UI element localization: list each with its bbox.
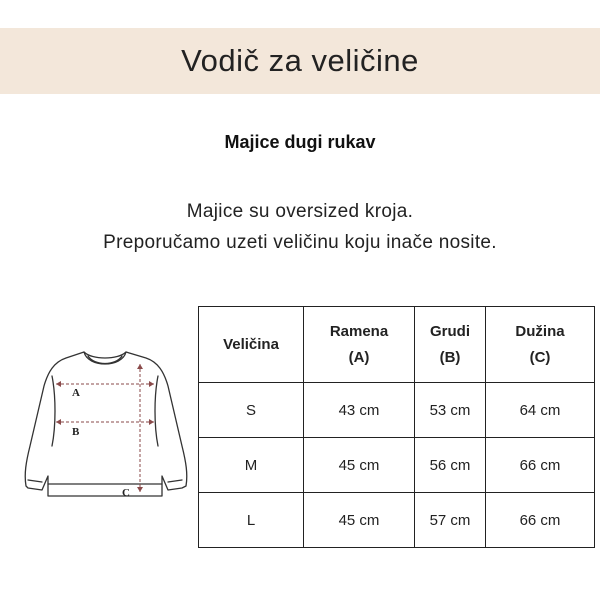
label-c: C bbox=[122, 487, 130, 499]
header-size: Veličina bbox=[199, 307, 304, 383]
label-b: B bbox=[72, 426, 80, 438]
size-table bbox=[198, 306, 595, 548]
table-row bbox=[199, 438, 595, 493]
header-chest: Grudi (B) bbox=[415, 307, 486, 383]
header-shoulders: Ramena (A) bbox=[304, 307, 415, 383]
header-band bbox=[0, 28, 600, 94]
cell-shoulders: 45 cm bbox=[304, 438, 415, 493]
table-header-row bbox=[199, 307, 595, 383]
page-title: Vodič za veličine bbox=[181, 43, 419, 78]
description-line-1: Majice su oversized kroja. bbox=[186, 201, 414, 222]
cell-shoulders: 43 cm bbox=[304, 383, 415, 438]
cell-chest: 56 cm bbox=[415, 438, 486, 493]
cell-chest: 53 cm bbox=[415, 383, 486, 438]
cell-size: S bbox=[199, 383, 304, 438]
table-row bbox=[199, 383, 595, 438]
cell-shoulders: 45 cm bbox=[304, 493, 415, 548]
cell-size: M bbox=[199, 438, 304, 493]
cell-length: 64 cm bbox=[486, 383, 595, 438]
cell-length: 66 cm bbox=[486, 438, 595, 493]
cell-size: L bbox=[199, 493, 304, 548]
label-a: A bbox=[72, 387, 80, 399]
description-line-2: Preporučamo uzeti veličinu koju inače nosite. bbox=[103, 232, 497, 253]
sweatshirt-outline-icon bbox=[22, 346, 192, 521]
table-row bbox=[199, 493, 595, 548]
header-length: Dužina (C) bbox=[486, 307, 595, 383]
cell-chest: 57 cm bbox=[415, 493, 486, 548]
section-subtitle: Majice dugi rukav bbox=[224, 132, 376, 152]
cell-length: 66 cm bbox=[486, 493, 595, 548]
